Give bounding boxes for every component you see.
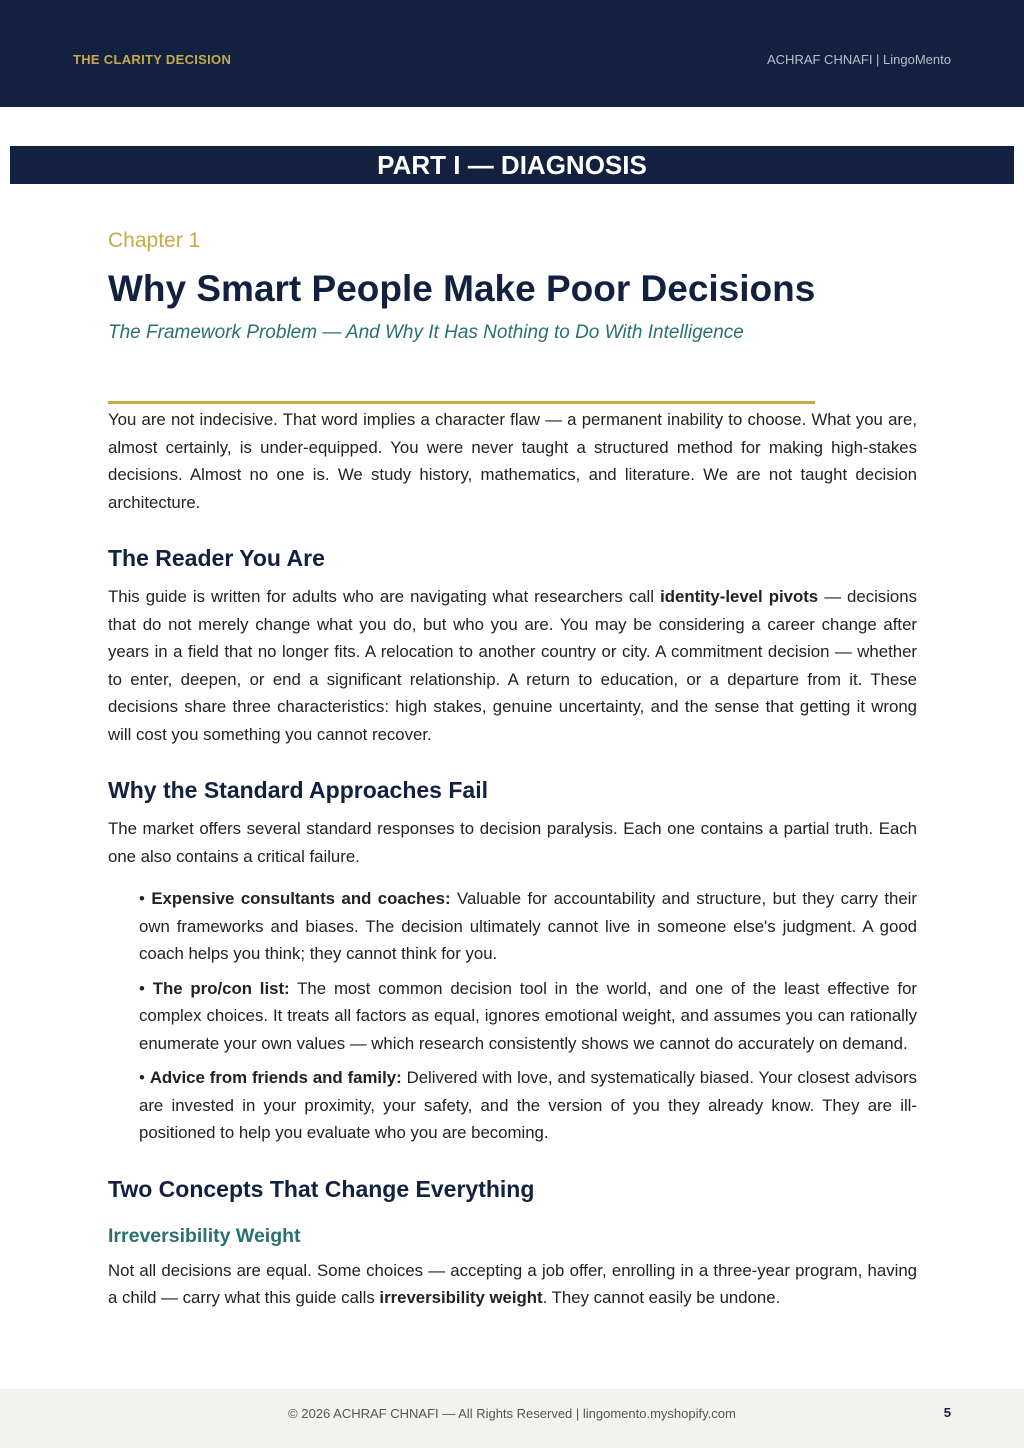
irreversibility-text-start: Not all decisions are equal. Some choices — accepting a job offer, enrolling in a three-year program, having a child — carry what this guide calls [108,1260,917,1307]
bullet-glyph: • [139,1068,145,1087]
chapter-subtitle: The Framework Problem — And Why It Has Nothing to Do With Intelligence [108,322,744,343]
page-number: 5 [943,1405,951,1420]
list-item [139,1064,917,1147]
bullet-glyph: • [139,889,145,908]
irreversibility-paragraph [108,1257,917,1312]
chapter-label: Chapter 1 [108,229,201,252]
copyright-notice: © 2026 ACHRAF CHNAFI — All Rights Reserved | lingomento.myshopify.com [288,1406,736,1421]
section-heading-fail: Why the Standard Approaches Fail [108,777,488,803]
bullet-glyph: • [139,978,145,998]
chapter-title: Why Smart People Make Poor Decisions [108,268,816,309]
part-banner: PART I — DIAGNOSIS [10,146,1014,184]
book-title: THE CLARITY DECISION [73,52,232,67]
reader-bold-term: identity-level pivots [660,587,819,606]
subsection-heading-irreversibility: Irreversibility Weight [108,1224,301,1247]
list-item [139,975,917,1058]
title-divider [108,401,815,404]
reader-text-start: This guide is written for adults who are navigating what researchers call [108,587,661,606]
approaches-list [108,885,917,1147]
page-header [0,0,1024,107]
reader-paragraph [108,583,917,748]
list-item-text: Delivered with love, and systematically biased. Your closest advisors are invested in your proximity, your safety, and the version of you they already know. They are ill-positioned to help you evaluate who you are becoming. [139,1068,917,1142]
list-item-title: Advice from friends and family: [149,1068,402,1087]
list-item-title: The pro/con list: [152,978,290,998]
fail-intro-paragraph: The market offers several standard responses to decision paralysis. Each one contains a partial truth. Each one also contains a critical failure. [108,819,917,866]
irreversibility-bold-term: irreversibility weight [379,1288,543,1307]
intro-paragraph: You are not indecisive. That word implies a character flaw — a permanent inability to choose. What you are, almost certainly, is under-equipped. You were never taught a structured method for making high-stakes decisions. Almost no one is. We study history, mathematics, and literature. We are not taught decision architecture. [108,410,917,512]
reader-text-end: — decisions that do not merely change what you do, but who you are. You may be considering a career change after years in a field that no longer fits. A relocation to another country or city. A commitment decision — whether to enter, deepen, or end a significant relationship. A return to education, or a departure from it. These decisions share three characteristics: high stakes, genuine uncertainty, and the sense that getting it wrong will cost you something you cannot recover. [108,587,917,744]
section-heading-concepts: Two Concepts That Change Everything [108,1175,535,1202]
list-item [139,885,917,968]
author-credit: ACHRAF CHNAFI | LingoMento [767,52,951,67]
section-heading-reader: The Reader You Are [108,545,325,571]
list-item-text: Valuable for accountability and structure, but they carry their own frameworks and biases. The decision ultimately cannot live in someone else's judgment. A good coach helps you think; they cannot think for you. [139,889,917,963]
page-footer [0,1389,1024,1448]
list-item-text: The most common decision tool in the world, and one of the least effective for complex choices. It treats all factors as equal, ignores emotional weight, and assumes you can rationally enumerate your own values — which research consistently shows we cannot do accurately on demand. [139,978,917,1053]
page-content [108,226,917,1312]
list-item-title: Expensive consultants and coaches: [151,889,451,908]
irreversibility-text-end: . They cannot easily be undone. [542,1288,781,1307]
